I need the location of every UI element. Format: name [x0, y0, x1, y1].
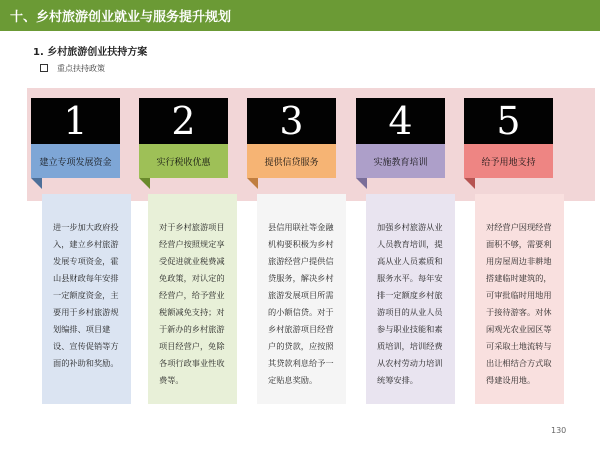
- fold-shadow: [356, 178, 367, 189]
- policy-number-4: 4: [356, 98, 445, 144]
- section-subtitle: 1. 乡村旅游创业扶持方案: [33, 47, 148, 58]
- policy-label-3: 提供信贷服务: [247, 144, 336, 178]
- policy-number-3: 3: [247, 98, 336, 144]
- policy-number-5: 5: [464, 98, 553, 144]
- policy-text-3: 县信用联社等金融机构要积极为乡村旅游经营户提供信贷服务，解决乡村旅游发展项目所需的小额信贷。对于乡村旅游项目经营户的贷款，应按照其贷款利息给予一定贴息奖励。: [268, 222, 334, 385]
- bullet-line: [40, 62, 105, 74]
- square-bullet-icon: [40, 64, 48, 72]
- policy-text-4: 加强乡村旅游从业人员教育培训，提高从业人员素质和服务水平。每年安排一定额度乡村旅游项目的从业人员参与职业技能和素质培训，培训经费从农村劳动力培训统筹安排。: [377, 222, 443, 385]
- policy-text-2: 对于乡村旅游项目经营户按照规定享受促进就业税费减免政策，对认定的经营户，给予营业税额减免支持；对于新办的乡村旅游项目经营户，免除各项行政事业性收费等。: [159, 222, 225, 385]
- policy-text-1: 进一步加大政府投入，建立乡村旅游发展专项资金，霍山县财政每年安排一定额度资金，主要用于乡村旅游规划编排、项目建设、宣传促销等方面的补助和奖励。: [53, 222, 119, 368]
- policy-number-1: 1: [31, 98, 120, 144]
- bullet-text: 重点扶持政策: [57, 63, 105, 73]
- policy-card-2: [148, 194, 237, 404]
- policy-card-4: [366, 194, 455, 404]
- fold-shadow: [247, 178, 258, 189]
- policy-label-4: 实施教育培训: [356, 144, 445, 178]
- fold-shadow: [31, 178, 42, 189]
- header-bar: [0, 0, 600, 31]
- policy-card-3: [257, 194, 346, 404]
- policy-label-1: 建立专项发展资金: [31, 144, 120, 178]
- policy-label-5: 给予用地支持: [464, 144, 553, 178]
- policy-card-5: [475, 194, 564, 404]
- policy-number-2: 2: [139, 98, 228, 144]
- page-number: 130: [551, 426, 567, 435]
- page-title: 十、乡村旅游创业就业与服务提升规划: [10, 10, 232, 25]
- policy-text-5: 对经营户因现经营面积不够，需要利用房屋周边非耕地搭建临时建筑的，可审批临时用地用于接待游客。对休闲观光农业园区等可采取土地流转与出让相结合方式取得建设用地。: [486, 222, 552, 385]
- policy-card-1: [42, 194, 131, 404]
- fold-shadow: [139, 178, 150, 189]
- policy-label-2: 实行税收优惠: [139, 144, 228, 178]
- fold-shadow: [464, 178, 475, 189]
